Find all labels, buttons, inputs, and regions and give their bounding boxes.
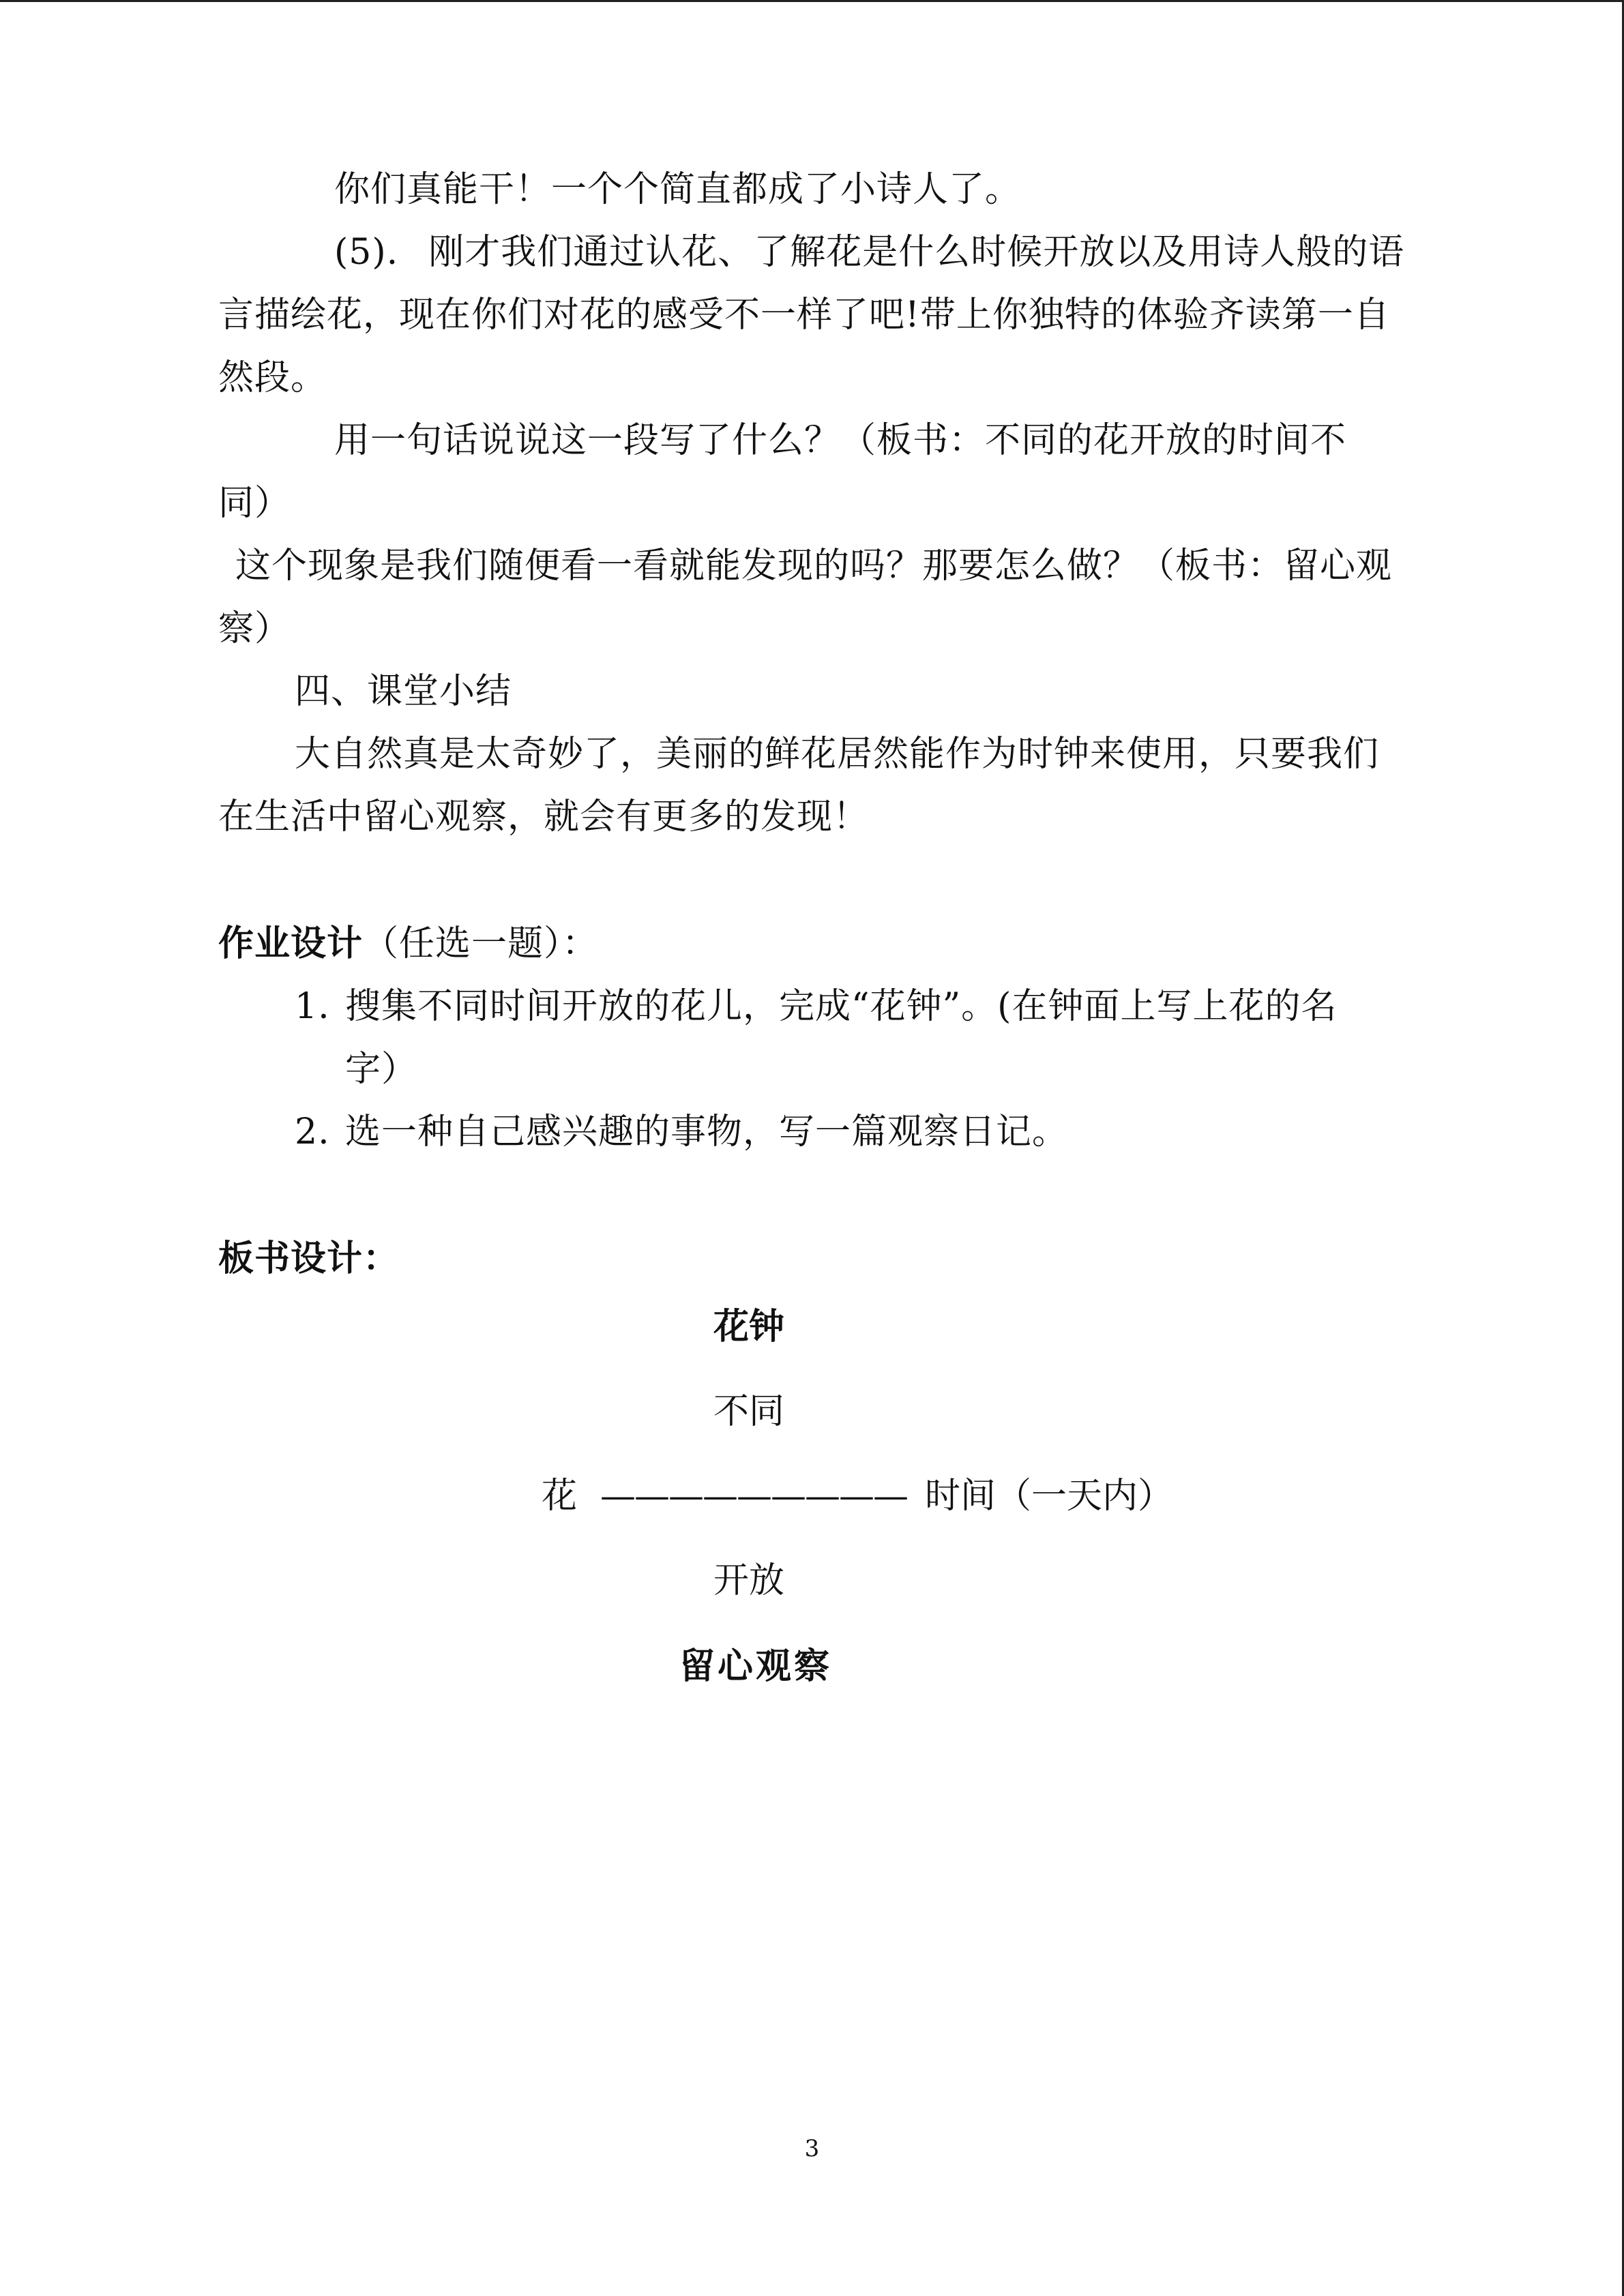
homework-heading-note: （任选一题）： xyxy=(363,923,599,964)
paragraph-5-text-1: 刚才我们通过认花、了解花是什么时候开放以及用诗人般的语 xyxy=(428,232,1405,273)
top-border xyxy=(0,0,1624,2)
board-footer-observe: 留心观察 xyxy=(679,1645,833,1687)
board-word-bloom: 开放 xyxy=(713,1560,785,1601)
homework-item-2 xyxy=(295,1114,1068,1150)
homework-item-1-text: 搜集不同时间开放的花儿，完成“花钟”。(在钟面上写上花的名 xyxy=(345,986,1338,1027)
homework-item-1-number: 1. xyxy=(295,986,330,1027)
homework-heading xyxy=(218,923,599,964)
board-word-time: 时间（一天内） xyxy=(925,1476,1174,1517)
homework-item-1 xyxy=(295,986,1338,1027)
paragraph-5-line-3: 然段。 xyxy=(218,357,327,398)
paragraph-question-line-1: 这个现象是我们随便看一看就能发现的吗？那要怎么做？（板书：留心观 xyxy=(235,546,1393,586)
board-word-different: 不同 xyxy=(713,1391,785,1432)
board-heading: 板书设计： xyxy=(218,1238,400,1279)
paragraph-question-line-2: 察） xyxy=(218,608,291,649)
page-number: 3 xyxy=(804,2135,820,2162)
paragraph-conclusion-line-1: 大自然真是太奇妙了，美丽的鲜花居然能作为时钟来使用，只要我们 xyxy=(295,734,1380,775)
board-title: 花钟 xyxy=(713,1306,785,1347)
paragraph-5-line-1 xyxy=(334,232,1405,273)
paragraph-praise: 你们真能干！一个个简直都成了小诗人了。 xyxy=(334,169,1022,210)
paragraph-5-line-2: 言描绘花，现在你们对花的感受不一样了吧!带上你独特的体验齐读第一自 xyxy=(218,295,1390,336)
board-dash-line: ————————— xyxy=(600,1476,907,1517)
paragraph-conclusion-line-2: 在生活中留心观察，就会有更多的发现！ xyxy=(218,796,870,837)
homework-item-2-text: 选一种自己感兴趣的事物，写一篇观察日记。 xyxy=(345,1112,1069,1152)
section-4-heading: 四、课堂小结 xyxy=(295,671,512,712)
homework-item-1-continuation: 字） xyxy=(345,1049,418,1090)
paragraph-5-number: (5). xyxy=(334,232,399,273)
paragraph-summary-line-1: 用一句话说说这一段写了什么？（板书：不同的花开放的时间不 xyxy=(334,420,1347,461)
homework-heading-title: 作业设计 xyxy=(218,923,364,964)
board-word-flower: 花 xyxy=(542,1476,578,1517)
paragraph-summary-line-2: 同） xyxy=(218,483,291,524)
homework-item-2-number: 2. xyxy=(295,1112,330,1152)
